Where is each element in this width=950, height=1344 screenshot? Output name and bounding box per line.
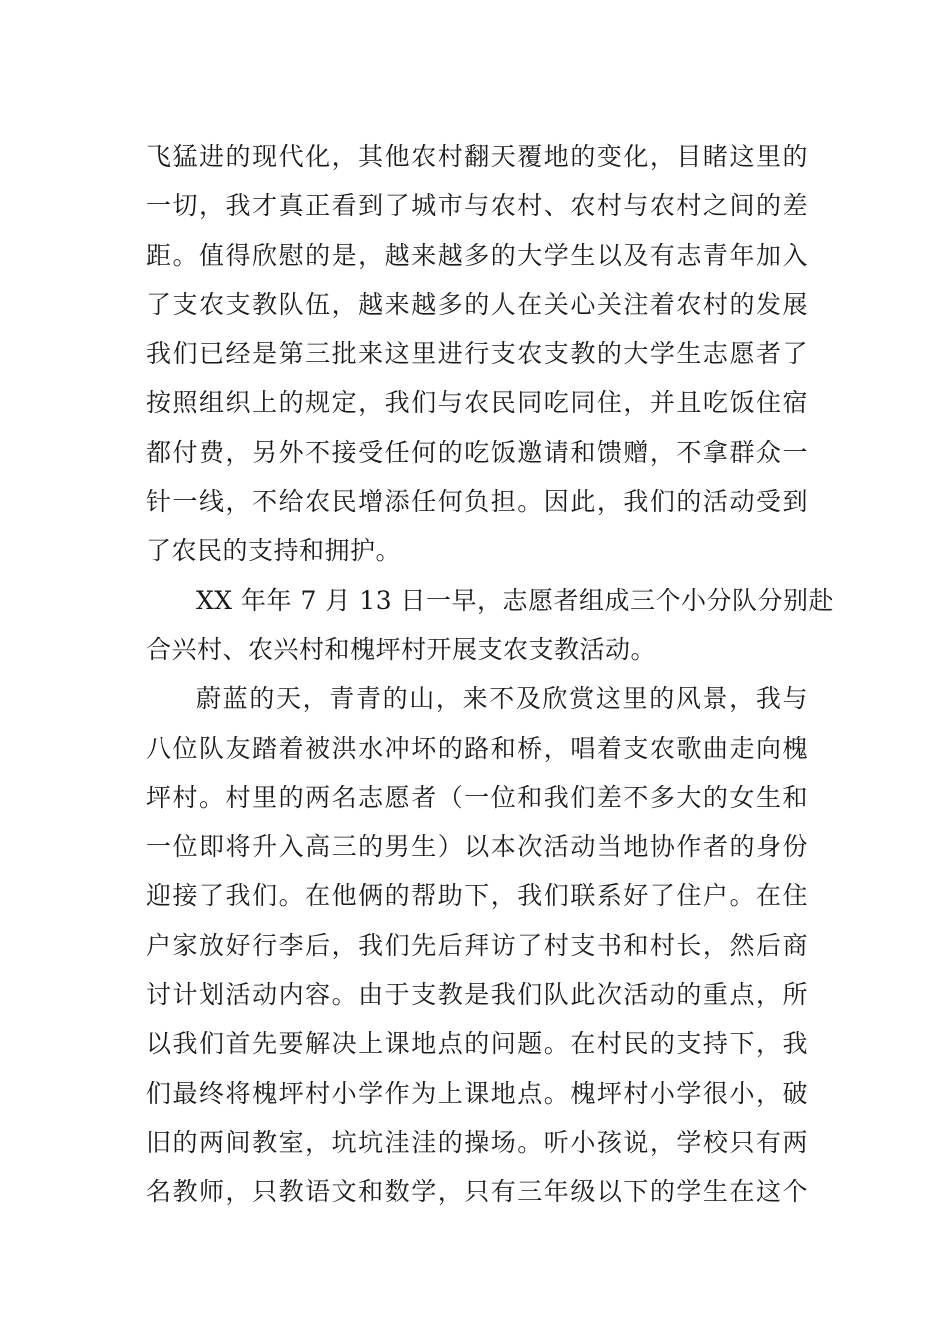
- text-line: 户家放好行李后，我们先后拜访了村支书和村长，然后商: [146, 930, 808, 960]
- text-line: 以我们首先要解决上课地点的问题。在村民的支持下，我: [146, 1029, 808, 1059]
- text-line: 了支农支教队伍，越来越多的人在关心关注着农村的发展: [146, 289, 808, 319]
- text-line: 按照组织上的规定，我们与农民同吃同住，并且吃饭住宿: [146, 388, 808, 418]
- text-line: 针一线，不给农民增添任何负担。因此，我们的活动受到: [146, 487, 808, 517]
- text-line: 合兴村、农兴村和槐坪村开展支农支教活动。: [146, 634, 657, 664]
- text-line: 飞猛进的现代化，其他农村翻天覆地的变化，目睹这里的: [146, 142, 808, 171]
- text-line: 名教师，只教语文和数学，只有三年级以下的学生在这个: [146, 1177, 808, 1207]
- text-line: 了农民的支持和拥护。: [146, 536, 402, 566]
- text-line: 一位即将升入高三的男生）以本次活动当地协作者的身份: [146, 832, 808, 862]
- text-line: XX 年年 7 月 13 日一早，志愿者组成三个小分队分别赴: [196, 585, 835, 615]
- text-line: 距。值得欣慰的是，越来越多的大学生以及有志青年加入: [146, 240, 808, 270]
- text-line: 们最终将槐坪村小学作为上课地点。槐坪村小学很小，破: [146, 1078, 808, 1108]
- text-line: 蔚蓝的天，青青的山，来不及欣赏这里的风景，我与: [196, 684, 808, 714]
- text-line: 坪村。村里的两名志愿者（一位和我们差不多大的女生和: [146, 782, 808, 812]
- text-line: 讨计划活动内容。由于支教是我们队此次活动的重点，所: [146, 980, 808, 1010]
- body-text: [146, 132, 835, 1217]
- text-line: 一切，我才真正看到了城市与农村、农村与农村之间的差: [146, 191, 808, 221]
- text-line: 迎接了我们。在他俩的帮助下，我们联系好了住户。在住: [146, 881, 808, 911]
- text-line: 我们已经是第三批来这里进行支农支教的大学生志愿者了: [146, 339, 808, 369]
- text-line: 都付费，另外不接受任何的吃饭邀请和馈赠，不拿群众一: [146, 437, 808, 467]
- text-line: 旧的两间教室，坑坑洼洼的操场。听小孩说，学校只有两: [146, 1127, 808, 1157]
- text-line: 八位队友踏着被洪水冲坏的路和桥，唱着支农歌曲走向槐: [146, 733, 808, 763]
